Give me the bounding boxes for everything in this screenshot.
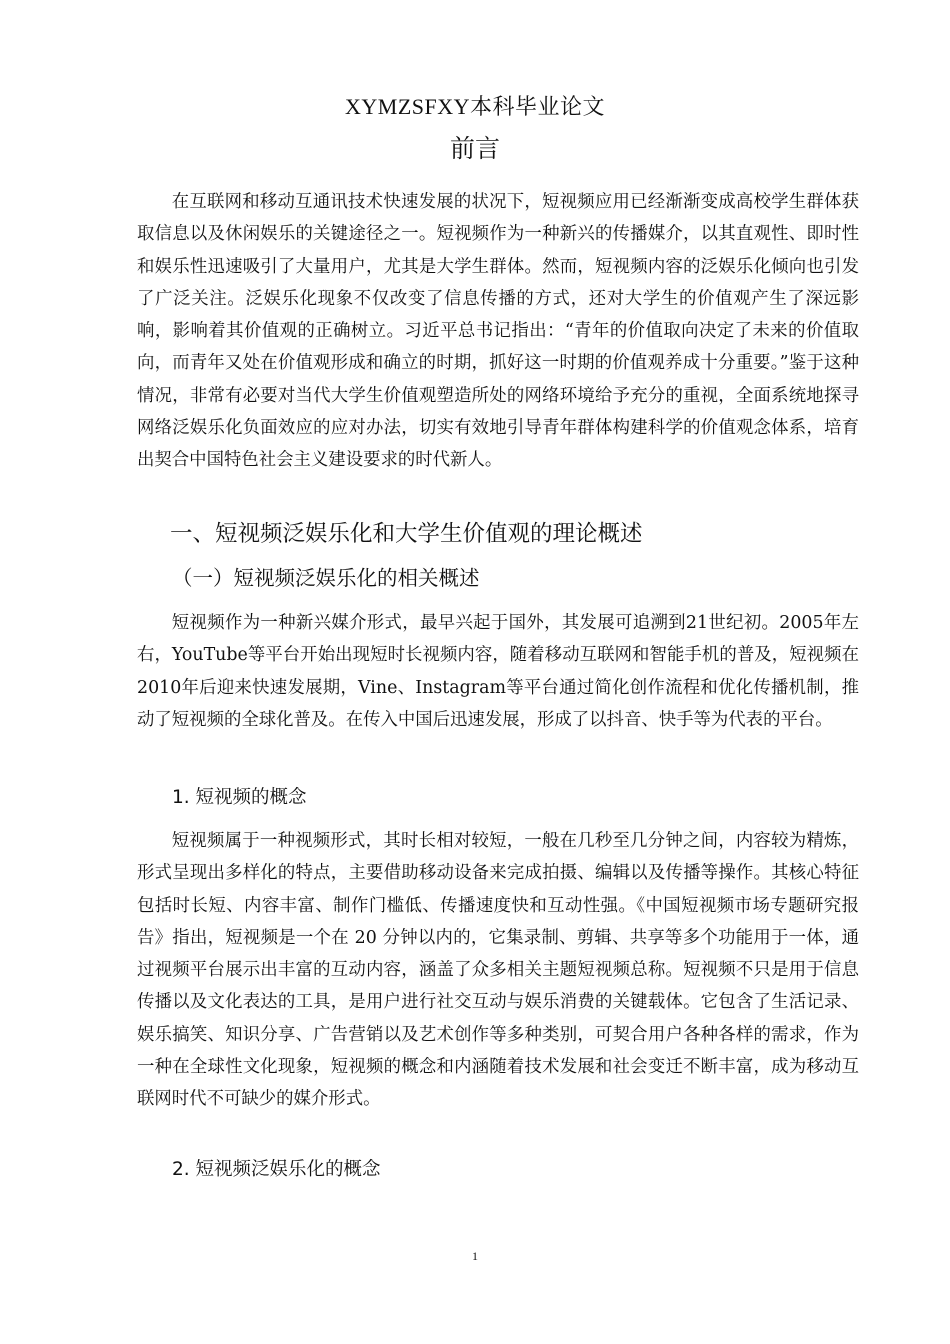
page-number: 1 [472, 1249, 478, 1263]
item-heading-2: 2. 短视频泛娱乐化的概念 [172, 1159, 381, 1180]
intro-paragraph: 在互联网和移动互通讯技术快速发展的状况下，短视频应用已经渐渐变成高校学生群体获取信息以及休闲娱乐的关键途径之一。短视频作为一种新兴的传播媒介，以其直观性、即时性和娱乐性迅速吸引了大量用户，尤其是大学生群体。然而，短视频内容的泛娱乐化倾向也引发了广泛关注。泛娱乐化现象不仅改变了信息传播的方式，还对大学生的价值观产生了深远影响，影响着其价值观的正确树立。习近平总书记指出：“青年的价值取向决定了未来的价值取向，而青年又处在价值观形成和确立的时期，抓好这一时期的价值观养成十分重要。”鉴于这种情况，非常有必要对当代大学生价值观塑造所处的网络环境给予充分的重视，全面系统地探寻网络泛娱乐化负面效应的应对办法，切实有效地引导青年群体构建科学的价值观念体系，培育出契合中国特色社会主义建设要求的时代新人。 [137, 192, 859, 471]
document-header: XYMZSFXY本科毕业论文 [344, 94, 606, 119]
subsection-heading: （一）短视频泛娱乐化的相关概述 [172, 566, 480, 590]
section-heading: 一、短视频泛娱乐化和大学生价值观的理论概述 [170, 521, 643, 547]
item-heading-1: 1. 短视频的概念 [172, 787, 307, 808]
history-paragraph: 短视频作为一种新兴媒介形式，最早兴起于国外，其发展可追溯到21世纪初。2005年左右，YouTube等平台开始出现短时长视频内容，随着移动互联网和智能手机的普及，短视频在2010年后迎来快速发展期，Vine、Instagram等平台通过简化创作流程和优化传播机制，推动了短视频的全球化普及。在传入中国后迅速发展，形成了以抖音、快手等为代表的平台。 [137, 613, 859, 730]
concept-paragraph: 短视频属于一种视频形式，其时长相对较短，一般在几秒至几分钟之间，内容较为精炼，形式呈现出多样化的特点，主要借助移动设备来完成拍摄、编辑以及传播等操作。其核心特征包括时长短、内容丰富、制作门槛低、传播速度快和互动性强。《中国短视频市场专题研究报告》指出，短视频是一个在 20 分钟以内的，它集录制、剪辑、共享等多个功能用于一体，通过视频平台展示出丰富的互动内容，涵盖了众多相关主题短视频总称。短视频不只是用于信息传播以及文化表达的工具，是用户进行社交互动与娱乐消费的关键载体。它包含了生活记录、娱乐搞笑、知识分享、广告营销以及艺术创作等多种类别，可契合用户各种各样的需求，作为一种在全球性文化现象，短视频的概念和内涵随着技术发展和社会变迁不断丰富，成为移动互联网时代不可缺少的媒介形式。 [137, 831, 859, 1110]
page-title: 前言 [449, 134, 500, 163]
